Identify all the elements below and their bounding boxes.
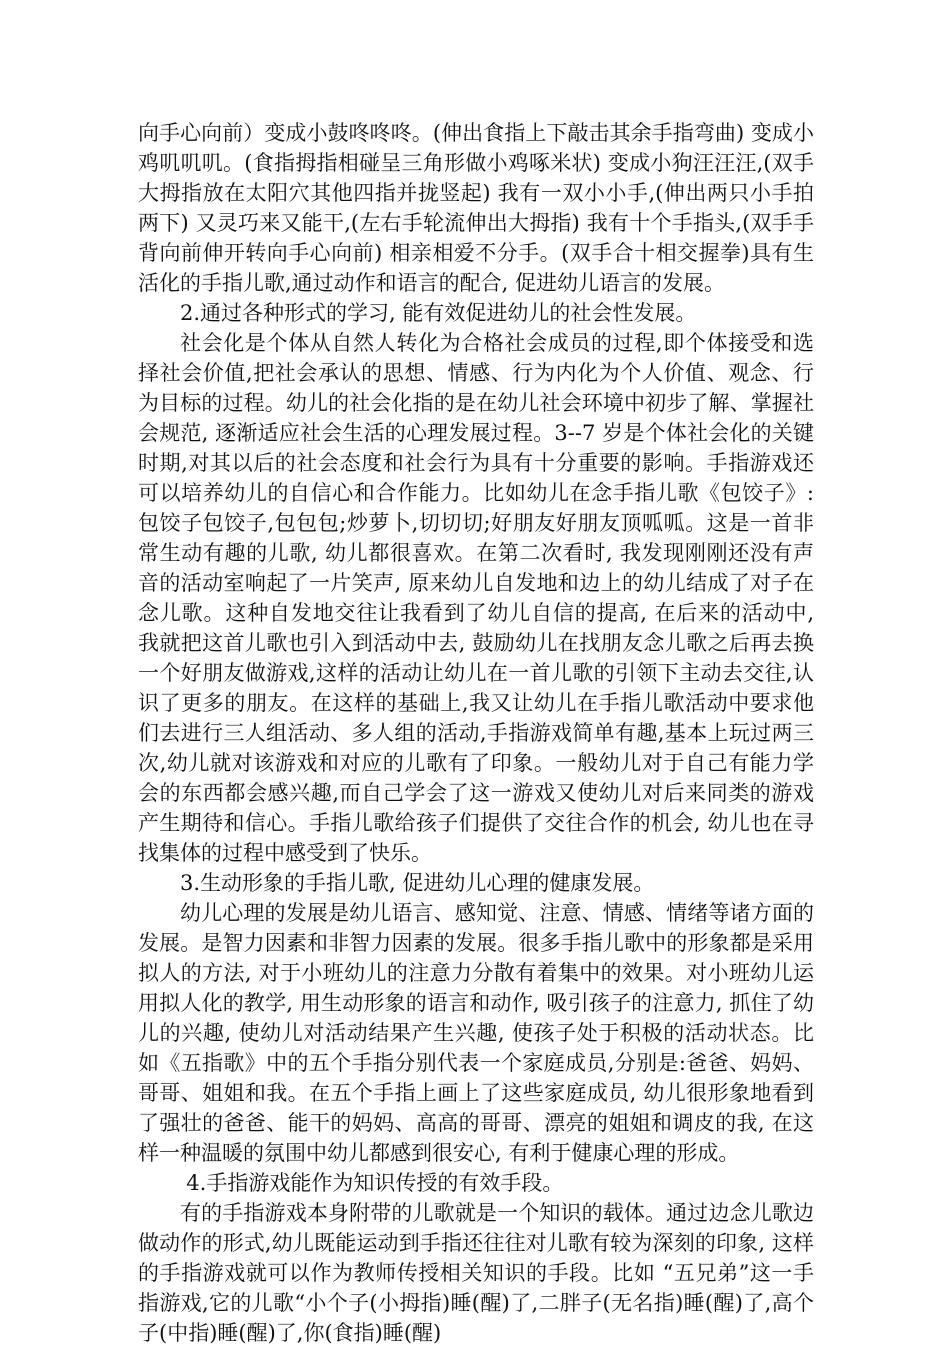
section-heading-social-development: 2.通过各种形式的学习, 能有效促进幼儿的社会性发展。 (180, 301, 697, 325)
section-heading-knowledge-transfer: 4.手指游戏能作为知识传授的有效手段。 (186, 1171, 564, 1195)
paragraph-socialization: 社会化是个体从自然人转化为合格社会成员的过程,即个体接受和选择社会价值,把社会承认的思想、情感、行为内化为个人价值、观念、行为目标的过程。幼儿的社会化指的是在幼儿社会环境中初步了解、掌握社会规范, 逐渐适应社会生活的心理发展过程。3--7 岁是个体社会化的关键时期,对其以后的社会态度和社会行为具有十分重要的影响。手指游戏还可以培养幼儿的自信心和合作能力。比如幼儿在念手指儿歌《包饺子》:包饺子包饺子,包包包;炒萝卜,切切切;好朋友好朋友顶呱呱。这是一首非常生动有趣的儿歌, 幼儿都很喜欢。在第二次看时, 我发现刚刚还没有声音的活动室响起了一片笑声, 原来幼儿自发地和边上的幼儿结成了对子在念儿歌。这种自发地交往让我看到了幼儿自信的提高, 在后来的活动中, 我就把这首儿歌也引入到活动中去, 鼓励幼儿在找朋友念儿歌之后再去换一个好朋友做游戏,这样的活动让幼儿在一首儿歌的引领下主动去交往,认识了更多的朋友。在这样的基础上,我又让幼儿在手指儿歌活动中要求他们去进行三人组活动、多人组的活动,手指游戏简单有趣,基本上玩过两三次,幼儿就对该游戏和对应的儿歌有了印象。一般幼儿对于自己有能力学会的东西都会感兴趣,而自己学会了这一游戏又使幼儿对后来同类的游戏产生期待和信心。手指儿歌给孩子们提供了交往合作的机会, 幼儿也在寻找集体的过程中感受到了快乐。 (138, 331, 814, 865)
document-page (138, 118, 814, 1348)
paragraph-psychological-development: 幼儿心理的发展是幼儿语言、感知觉、注意、情感、情绪等诸方面的发展。是智力因素和非智力因素的发展。很多手指儿歌中的形象都是采用拟人的方法, 对于小班幼儿的注意力分散有着集中的效果。对小班幼儿运用拟人化的教学, 用生动形象的语言和动作, 吸引孩子的注意力, 抓住了幼儿的兴趣, 使幼儿对活动结果产生兴趣, 使孩子处于积极的活动状态。比如《五指歌》中的五个手指分别代表一个家庭成员,分别是:爸爸、妈妈、哥哥、姐姐和我。在五个手指上画上了这些家庭成员, 幼儿很形象地看到了强壮的爸爸、能干的妈妈、高高的哥哥、漂亮的姐姐和调皮的我, 在这样一种温暖的氛围中幼儿都感到很安心, 有利于健康心理的形成。 (138, 901, 814, 1165)
paragraph-finger-song-actions: 向手心向前）变成小鼓咚咚咚。(伸出食指上下敲击其余手指弯曲) 变成小鸡叽叽叽。(食指拇指相碰呈三角形做小鸡啄米状) 变成小狗汪汪汪,(双手大拇指放在太阳穴其他四指并拢竖起) 我有一双小小手,(伸出两只小手拍两下) 又灵巧来又能干,(左右手轮流伸出大拇指) 我有十个手指头,(双手手背向前伸开转向手心向前) 相亲相爱不分手。(双手合十相交握拳)具有生活化的手指儿歌,通过动作和语言的配合, 促进幼儿语言的发展。 (138, 121, 814, 295)
section-heading-mental-health: 3.生动形象的手指儿歌, 促进幼儿心理的健康发展。 (180, 871, 655, 895)
paragraph-knowledge-carrier: 有的手指游戏本身附带的儿歌就是一个知识的载体。通过边念儿歌边做动作的形式,幼儿既能运动到手指还往往对儿歌有较为深刻的印象, 这样的手指游戏就可以作为教师传授相关知识的手段。比如 “五兄弟”这一手指游戏,它的儿歌“小个子(小拇指)睡(醒)了,二胖子(无名指)睡(醒)了,高个子(中指)睡(醒)了,你(食指)睡(醒) (138, 1201, 814, 1345)
